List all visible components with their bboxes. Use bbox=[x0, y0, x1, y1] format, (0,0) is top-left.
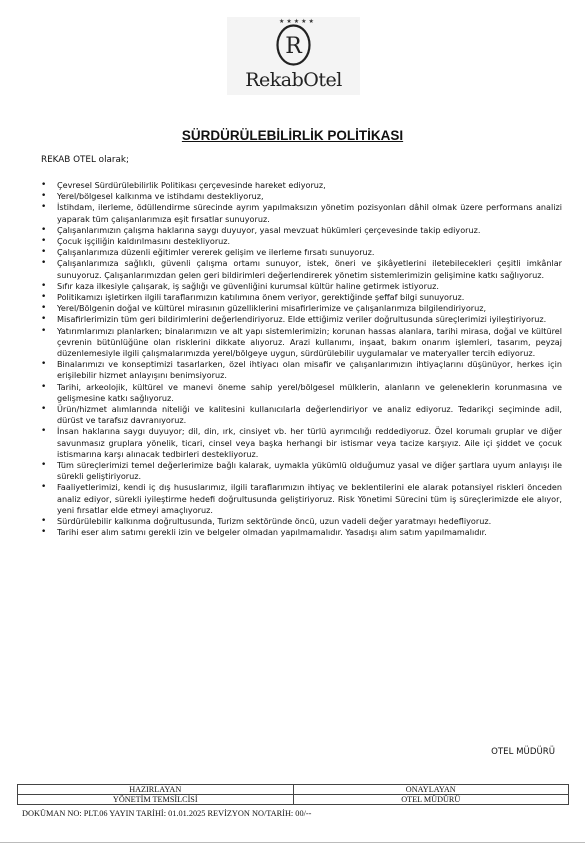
policy-item: • Sıfır kaza ilkesiyle çalışarak, iş sağlığı ve güvenliğini kurumsal kültür haline getirmek istiyoruz. bbox=[41, 281, 562, 292]
policy-item: • Çevresel Sürdürülebilirlik Politikası çerçevesinde hareket ediyoruz, bbox=[41, 180, 562, 191]
policy-item: • Binalarımızı ve konseptimizi tasarlarken, özel ihtiyacı olan misafir ve çalışanlarımızın ihtiyaçlarını düşünüyor, herkes için erişilebilir hizmet anlayışını benimsiyoruz. bbox=[41, 359, 562, 381]
prepared-by: YÖNETİM TEMSİLCİSİ bbox=[18, 795, 294, 805]
policy-item: • Çalışanlarımıza düzenli eğitimler vererek gelişim ve ilerleme fırsatı sunuyoruz. bbox=[41, 247, 562, 258]
hotel-logo bbox=[227, 17, 360, 95]
policy-item: • Faaliyetlerimizi, kendi iç dış hususlarımız, ilgili taraflarımızın ihtiyaç ve beklentilerini ele alarak potansiyel riskleri önceden analiz ediyor, sürekli iyileştirme hedefi doğrultusunda geliştiriyoruz. Risk Yönetimi Sürecini tüm iş süreçlerimizde ele alıyor, yeni fırsatlar elde etmeyi amaçlıyoruz. bbox=[41, 482, 562, 516]
signature-table bbox=[17, 784, 569, 805]
policy-item: • Tarihi, arkeolojik, kültürel ve manevi öneme sahip yerel/bölgesel mülklerin, alanların ve geleneklerin korunmasına ve gelişmesine katkı sağlıyoruz. bbox=[41, 382, 562, 404]
page-title: SÜRDÜRÜLEBİLİRLİK POLİTİKASI bbox=[181, 128, 404, 143]
policy-item: • Tüm süreçlerimizi temel değerlerimize bağlı kalarak, uymakla yükümlü olduğumuz yasal ve diğer şartlara uyum anlayışı ile sürekli geliştiriyoruz. bbox=[41, 460, 562, 482]
policy-item: • Çocuk işçiliğin kaldırılmasını destekliyoruz. bbox=[41, 236, 562, 247]
approved-by: OTEL MÜDÜRÜ bbox=[293, 795, 569, 805]
star-rating: ★★★★★ bbox=[279, 18, 316, 25]
intro-text: REKAB OTEL olarak; bbox=[41, 155, 129, 165]
policy-item: • Misafirlerimizin tüm geri bildirimlerini değerlendiriyoruz. Elde ettiğimiz veriler doğrultusunda süreçlerimizi iyileştiriyoruz. bbox=[41, 314, 562, 325]
svg-text:R: R bbox=[285, 34, 302, 59]
policy-item: • Yatırımlarımızı planlarken; binalarımızın ve alt yapı sistemlerimizin; korunan hassas alanlara, tarihi mirasa, doğal ve kültürel çevrenin bütünlüğüne olan risklerini dikkate alıyoruz. Arazi kullanımı, inşaat, bakım onarım işlemleri, tasarım, peyzaj düzenlemesiyle ilgili çalışmalarımızda yerel/bölgeye uygun, sürdürülebilir uygulamalar ve materyaller tercih ediyoruz. bbox=[41, 326, 562, 360]
policy-item: • Yerel/Bölgenin doğal ve kültürel mirasının güzelliklerini misafirlerimize ve çalışanlarımıza bilgilendiriyoruz, bbox=[41, 303, 562, 314]
policy-item: • Çalışanlarımıza sağlıklı, güvenli çalışma ortamı sunuyor, istek, öneri ve şikâyetlerini iletebilecekleri çeşitli imkânlar sunuyoruz. Çalışanlarımızdan gelen geri bildirimleri değerlendirerek yönetim sistemlerimizin gelişimine katkı sağlıyoruz. bbox=[41, 258, 562, 280]
prepared-header: HAZIRLAYAN bbox=[18, 785, 294, 795]
policy-list bbox=[41, 180, 562, 539]
logo-brand-text: RekabOtel bbox=[245, 69, 342, 91]
policy-item: • İnsan haklarına saygı duyuyor; dil, din, ırk, cinsiyet vb. her türlü ayrımcılığı reddediyoruz. Özel korumalı gruplar ve diğer savunmasız gruplara yönelik, ticari, cinsel veya başka herhangi bir istismar veya tacize karşıyız. Aile içi şiddet ve çocuk istismarına karşı alınacak tedbirleri destekliyoruz. bbox=[41, 426, 562, 460]
signer-title: OTEL MÜDÜRÜ bbox=[491, 747, 555, 757]
document-info: DOKÜMAN NO: PLT.06 YAYIN TARİHİ: 01.01.2025 REVİZYON NO/TARİH: 00/-- bbox=[22, 809, 312, 818]
policy-item: • Politikamızı işletirken ilgili taraflarımızın katılımına önem veriyor, gerektiğinde şeffaf bilgi sunuyoruz. bbox=[41, 292, 562, 303]
footer-divider bbox=[0, 842, 585, 843]
policy-item: • Çalışanlarımızın çalışma haklarına saygı duyuyor, yasal mevzuat hükümleri çerçevesinde takip ediyoruz. bbox=[41, 225, 562, 236]
approved-header: ONAYLAYAN bbox=[293, 785, 569, 795]
policy-item: • Tarihi eser alım satımı gerekli izin ve belgeler olmadan yapılmamalıdır. Yasadışı alım satım yapılmamalıdır. bbox=[41, 527, 562, 538]
policy-item: • Ürün/hizmet alımlarında niteliği ve kalitesini kullanıcılarla değerlendiriyor ve analiz ediyoruz. Tedarikçi seçiminde adil, dürüst ve tarafsız davranıyoruz. bbox=[41, 404, 562, 426]
logo-emblem-icon bbox=[275, 23, 312, 67]
policy-item: • Sürdürülebilir kalkınma doğrultusunda, Turizm sektöründe öncü, uzun vadeli değer yaratmayı hedefliyoruz. bbox=[41, 516, 562, 527]
policy-item: • Yerel/bölgesel kalkınma ve istihdamı destekliyoruz, bbox=[41, 191, 562, 202]
policy-item: • İstihdam, ilerleme, ödüllendirme sürecinde ayrım yapılmaksızın yönetim pozisyonları dâhil olmak üzere performans analizi yaparak tüm çalışanlarımıza eşit fırsatlar sunuyoruz. bbox=[41, 202, 562, 224]
